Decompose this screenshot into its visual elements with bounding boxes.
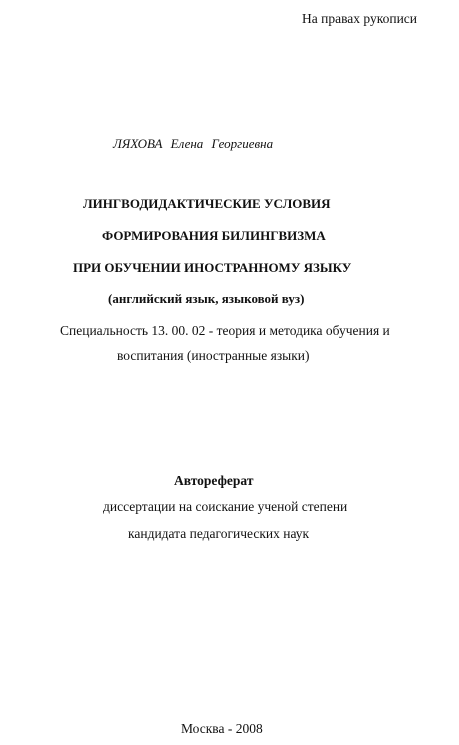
specialty-line-1: Специальность 13. 00. 02 - теория и методика обучения и: [60, 323, 390, 338]
manuscript-rights-note: На правах рукописи: [302, 11, 418, 26]
dissertation-line-2: кандидата педагогических наук: [128, 526, 310, 541]
title-line-3: ПРИ ОБУЧЕНИИ ИНОСТРАННОМУ ЯЗЫКУ: [73, 260, 352, 275]
title-line-2: ФОРМИРОВАНИЯ БИЛИНГВИЗМА: [102, 228, 326, 243]
abstract-heading: Автореферат: [174, 473, 254, 488]
dissertation-line-1: диссертации на соискание ученой степени: [103, 499, 348, 514]
title-line-1: ЛИНГВОДИДАКТИЧЕСКИЕ УСЛОВИЯ: [83, 196, 331, 211]
specialty-line-2: воспитания (иностранные языки): [117, 348, 310, 363]
author-name: ЛЯХОВА Елена Георгиевна: [113, 136, 274, 151]
city-year: Москва - 2008: [181, 721, 263, 736]
title-subtitle: (английский язык, языковой вуз): [108, 291, 305, 306]
